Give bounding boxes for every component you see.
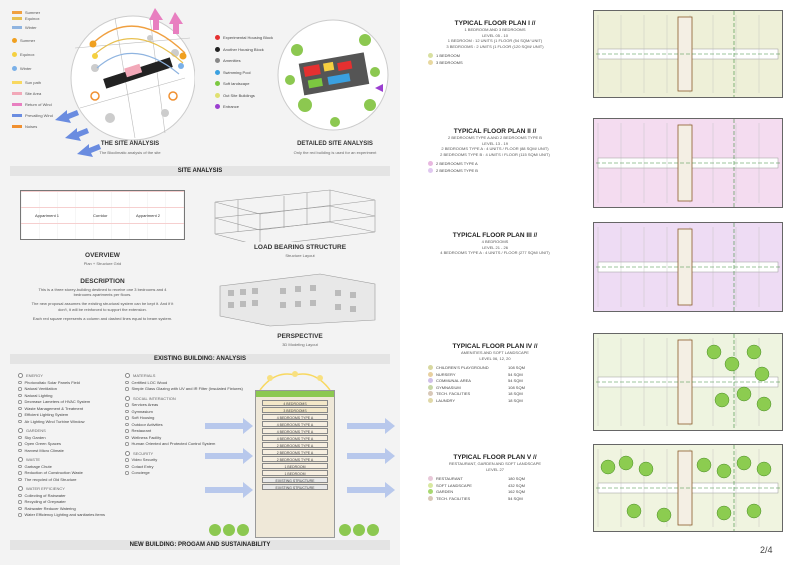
category-icon [18, 428, 23, 433]
plan-legend-value: 54 SQM [508, 495, 523, 501]
item-label: Sky Garden [24, 434, 46, 440]
plan-legend-label: TECH. FACILITIES [436, 391, 471, 396]
item-label: Restaurant [131, 428, 152, 433]
load-subtitle: Structure Layout [285, 253, 315, 258]
plan-detail: LEVEL 13 - 19 [482, 140, 508, 146]
item-label: Video Security [131, 457, 158, 462]
site-analysis-subtitle: The Bioclimatic analysis of the site [99, 150, 161, 155]
plan-detail: 1 BEDROOM : 12 UNITS (1 FLOOR (54 SQM/ UNIT) [447, 38, 543, 43]
legend-dot [428, 372, 433, 377]
item-label: Services Areas [131, 402, 159, 407]
tower-floor: 1 BEDROOM [262, 463, 328, 469]
load-title: LOAD BEARING STRUCTURE [253, 244, 347, 251]
legend-label: Prevailing Wind [25, 113, 53, 118]
category-icon [125, 396, 130, 401]
item-label: Open Green Spaces [24, 441, 61, 446]
plan-detail: LEVEL 21 - 26 [482, 244, 508, 250]
plan-legend-label: CHILDREN'S PLAYGROUND [436, 365, 489, 370]
tower-floor: 3 BEDROOMS [262, 407, 328, 413]
item-icon [18, 449, 22, 453]
item-icon [125, 403, 129, 407]
legend-dot [215, 58, 220, 63]
site-legend-item-4 [215, 78, 273, 90]
legend-misc-0 [12, 80, 41, 85]
legend-label: Winter [20, 66, 32, 71]
site-legend-label: Out Site Buildings [223, 92, 255, 98]
plan-legend-value: 54 SQM [508, 371, 523, 377]
description-body [30, 287, 175, 321]
legend-misc-3 [12, 113, 53, 118]
legend-dot [428, 476, 433, 481]
band-new-building: NEW BUILDING: PROGAM AND SUSTAINABILITY [10, 540, 390, 550]
overview-title: OVERVIEW [85, 252, 120, 259]
plan-legend-value: 18 SQM [508, 397, 523, 403]
plan-detail: AMENITIES AND SOFT LANDSCAPE [461, 350, 529, 355]
item-icon [18, 478, 22, 482]
structure-wireframe [210, 182, 380, 242]
floor-plan-drawing-3 [593, 222, 783, 312]
item-icon [18, 413, 22, 417]
sun-icon [12, 52, 17, 57]
plan-title: TYPICAL FLOOR PLAN V // [453, 454, 537, 461]
plan-legend-label: LAUNDRY [436, 397, 456, 403]
band-site-analysis: SITE ANALYSIS [10, 166, 390, 176]
plan-legend-item [428, 496, 580, 503]
plan-legend-value: 108 SQM [508, 384, 525, 390]
plan-legend [428, 161, 580, 174]
perspective-render [210, 268, 380, 328]
site-legend-item-6 [215, 101, 273, 113]
tower-floor: 4 BEDROOMS TYPE A [262, 435, 328, 441]
site-legend-item-3 [215, 67, 273, 79]
floor-plan-drawing-4 [593, 333, 783, 431]
legend-dot-0 [12, 38, 35, 43]
plan-legend-value: 108 SQM [508, 365, 525, 370]
legend-dot [428, 496, 433, 501]
legend-dot [428, 385, 433, 390]
item-icon [18, 407, 22, 411]
legend-dot [428, 391, 433, 396]
item-icon [125, 429, 129, 433]
item-icon [125, 471, 129, 475]
category-label: ENERGY [26, 373, 43, 378]
plan-legend-label: 2 BEDROOMS TYPE A [436, 161, 478, 166]
page-number: 2/4 [760, 545, 773, 555]
plan-legend-item [428, 168, 580, 175]
category-icon [18, 373, 23, 378]
legend-dot [428, 53, 433, 58]
category-label: WATER EFFICIENCY [26, 486, 65, 491]
legend-swatch [12, 17, 22, 20]
plan-legend-label: 2 BEDROOMS TYPE B [436, 167, 478, 173]
plan-legend-item [428, 398, 580, 405]
plan-text-3 [410, 232, 580, 256]
plan-title: TYPICAL FLOOR PLAN IV // [452, 343, 538, 350]
plan-legend-label: 1 BEDROOM [436, 53, 461, 58]
description-para-1: This is a three storey-building destined to receive one 3 bedrooms and 4 bedrooms apartments per floors. [38, 287, 167, 298]
item-label: Garbage Chute [24, 463, 52, 469]
plan-detail: LEVEL 06, 12, 20 [479, 355, 511, 361]
site-legend [215, 32, 273, 113]
site-legend-label: Swimming Pool [223, 69, 251, 75]
legend-dot [428, 365, 433, 370]
item-icon [125, 416, 129, 420]
site-legend-label: Amenities [223, 58, 241, 63]
plan-detail: RESTAURANT, GARDEN AND SOFT LANDSCAPE [448, 461, 542, 466]
category-icon [125, 451, 130, 456]
energy-col-item [18, 419, 108, 426]
plan-legend-label: GARDEN [436, 489, 454, 494]
category-icon [18, 457, 23, 462]
plan-legend-label: SOFT LANDSCAPE [436, 482, 472, 488]
plan-legend-label: TECH. FACILITIES [436, 495, 471, 501]
tower-floor: EXISTING STRUCTURE [262, 484, 328, 490]
social-col-item [125, 470, 215, 477]
plan-title: TYPICAL FLOOR PLAN III // [452, 232, 538, 239]
plan-text-2 [410, 128, 580, 174]
legend-label: Return of Wind [25, 102, 52, 107]
legend-swatch [12, 114, 22, 117]
item-icon [18, 494, 22, 498]
item-icon [18, 513, 22, 517]
item-label: Gymnasium [131, 408, 153, 414]
tower-floor: 4 BEDROOMS TYPE A [262, 428, 328, 434]
legend-dot [428, 168, 433, 173]
item-label: Rainwater Reducer Watering [24, 505, 76, 511]
plan-legend-value: 162 SQM [508, 489, 525, 494]
item-icon [18, 394, 22, 398]
item-label: Collecting of Rainwater [24, 492, 66, 498]
legend-misc-4 [12, 124, 37, 129]
tower-floor: 2 BEDROOMS TYPE A [262, 449, 328, 455]
item-icon [125, 387, 129, 391]
plan-legend-label: 3 BEDROOMS [436, 59, 463, 65]
band-existing-building: EXISTING BUILDING: ANALYSIS [10, 354, 390, 364]
legend-label: Winter [25, 25, 37, 30]
sustainability-col-2 [125, 370, 243, 477]
legend-dot-2 [12, 66, 32, 71]
legend-swatch [12, 81, 22, 84]
sun-icon [12, 38, 17, 43]
wind-arrows [205, 415, 395, 515]
item-label: Natural Ventilation [24, 386, 57, 391]
category-icon [18, 486, 23, 491]
plan-legend-item [428, 60, 580, 67]
category-label: MATERIALS [133, 373, 156, 378]
detailed-subtitle: Only the red building is used for an experiment [293, 150, 377, 155]
plan-text-5 [410, 454, 580, 502]
legend-dot-1 [12, 52, 34, 57]
plan-detail: 3 BEDROOMS : 2 UNITS (1 FLOOR (120 SQM/ UNIT) [446, 43, 544, 49]
item-label: Concierge [131, 470, 150, 475]
item-icon [18, 400, 22, 404]
item-label: Water Efficiency Lighting and sanitaries items [24, 512, 105, 517]
legend-label: Site Area [25, 91, 42, 96]
legend-dot [428, 60, 433, 65]
plan-detail: 2 BEDROOMS TYPE B : 4 UNITS / FLOOR (115 SQM/ UNIT) [440, 151, 550, 157]
item-label: Efficient Lighting System [24, 412, 69, 417]
floor-plan-drawing-1 [593, 10, 783, 98]
sun-icon [12, 66, 17, 71]
legend-dot [428, 398, 433, 403]
plan-text-4 [410, 343, 580, 404]
item-icon [125, 458, 129, 462]
tower-floor: EXISTING STRUCTURE [262, 477, 328, 483]
legend-dot [215, 70, 220, 75]
tower-floor: 4 BEDROOMS TYPE A [262, 421, 328, 427]
item-icon [18, 507, 22, 511]
social-col-item [125, 386, 243, 393]
perspective-subtitle: 3D Modeling Layout [282, 342, 318, 347]
plan-legend [428, 53, 580, 66]
legend-dot [215, 35, 220, 40]
plan-detail: 4 BEDROOMS TYPE A : 4 UNITS / FLOOR (277 SQM/ UNIT) [440, 250, 550, 255]
item-label: Certified LOC Wood [131, 379, 168, 385]
item-label: Simple Glass Glazing with UV and IR Filter (Insulated Fixtures) [131, 386, 243, 391]
floor-plan-drawing-2 [593, 118, 783, 208]
legend-swatch [12, 26, 22, 29]
legend-swatch [12, 92, 22, 95]
category-icon [125, 373, 130, 378]
floor-plan-drawing-5 [593, 444, 783, 532]
category-label: GARDENS [26, 428, 46, 433]
item-icon [18, 471, 22, 475]
item-icon [125, 410, 129, 414]
plan-legend-label: NURSERY [436, 371, 456, 377]
detailed-title: DETAILED SITE ANALYSIS [297, 141, 373, 147]
energy-col-item [18, 477, 108, 484]
legend-dot [428, 378, 433, 383]
category-label: WASTE [26, 457, 41, 462]
tower-floor: 1 BEDROOM [262, 470, 328, 476]
plan-linework [594, 223, 782, 311]
site-legend-label: Soft landscape [223, 81, 250, 86]
plan-legend-label: COMMUNAL AREA [436, 378, 471, 383]
plan-legend-value: 432 SQM [508, 482, 525, 488]
overview-label-2: Corridor [93, 213, 108, 218]
legend-swatch [12, 11, 22, 14]
item-icon [18, 442, 22, 446]
plan-linework [594, 334, 782, 430]
item-label: Reduction of Construction Waste [24, 470, 83, 475]
plan-legend-label: RESTAURANT [436, 476, 463, 481]
item-label: Soft Housing [131, 415, 155, 420]
description-title: DESCRIPTION [80, 278, 125, 285]
item-icon [125, 442, 129, 446]
tower-floor: 4 BEDROOMS [262, 400, 328, 406]
plan-detail: LEVEL 05 - 10 [482, 32, 508, 38]
legend-label: Noises [25, 124, 38, 129]
energy-col-item [18, 512, 108, 519]
plan-detail: 2 BEDROOMS TYPE A : 4 UNITS / FLOOR (88 SQM/ UNIT) [441, 146, 549, 151]
item-label: Waste Management & Treatment [24, 405, 84, 411]
legend-dot [428, 489, 433, 494]
item-label: Wellness Facility [131, 434, 162, 440]
item-icon [125, 465, 129, 469]
plan-legend-label: GYMNASIUM [436, 384, 461, 390]
item-icon [18, 465, 22, 469]
legend-swatch [12, 125, 22, 128]
legend-label: Sun path [25, 80, 42, 85]
legend-swatch [12, 103, 22, 106]
plan-text-1 [410, 20, 580, 66]
item-label: Decrease Lameters of HVAC System [24, 399, 91, 404]
item-label: Photovoltaic Solar Panels Field [24, 379, 80, 385]
item-label: Cotact Entry [131, 463, 154, 469]
overview-plan [20, 190, 185, 240]
legend-dot [215, 47, 220, 52]
item-icon [125, 423, 129, 427]
item-icon [125, 436, 129, 440]
tower-floor: 2 BEDROOMS TYPE A [262, 456, 328, 462]
tower-floor: 4 BEDROOMS TYPE A [262, 414, 328, 420]
plan-detail: LEVEL 27 [486, 466, 504, 472]
item-icon [18, 420, 22, 424]
overview-label-3: Appartment 2 [136, 213, 161, 218]
legend-dot [215, 104, 220, 109]
site-map [55, 8, 195, 163]
site-analysis-title: THE SITE ANALYSIS [100, 141, 160, 147]
legend-misc-1 [12, 91, 41, 96]
tower-sun [255, 370, 335, 392]
plan-legend-value: 54 SQM [508, 378, 523, 383]
site-legend-label: Experimental Housing Block [223, 35, 274, 40]
item-label: Natural Lighting [24, 392, 53, 398]
site-legend-label: Another Housing Block [223, 46, 264, 52]
overview-label-1: Appartment 1 [35, 213, 60, 218]
site-legend-item-2 [215, 55, 273, 67]
item-label: Human Oriented and Protected Control System [131, 441, 216, 446]
legend-label: Summer [20, 38, 36, 43]
plan-title: TYPICAL FLOOR PLAN II // [453, 128, 537, 135]
tower-trees [205, 522, 385, 536]
social-col-item [125, 441, 215, 448]
legend-label: Summer [25, 10, 41, 15]
plan-linework [594, 119, 782, 207]
item-icon [18, 387, 22, 391]
item-label: Recycling of Greywater [24, 499, 66, 504]
plan-legend-value: 180 SQM [508, 476, 525, 481]
item-label: The recycled of Old Structure [24, 476, 77, 482]
item-label: Air Lighting Wind Turbine Window [24, 418, 85, 424]
legend-label: Equinox [20, 52, 35, 57]
legend-line-2 [12, 25, 37, 30]
legend-dot [215, 93, 220, 98]
site-legend-item-5 [215, 90, 273, 102]
overview-subtitle: Plan + Structure Grid [83, 261, 122, 266]
site-legend-item-1 [215, 44, 273, 56]
plan-detail: 4 BEDROOMS [481, 239, 509, 244]
legend-dot [428, 483, 433, 488]
legend-misc-2 [12, 102, 52, 107]
item-label: Harvest Micro Climate [24, 447, 64, 453]
item-icon [18, 436, 22, 440]
plan-linework [594, 445, 782, 531]
category-label: SECURITY [133, 450, 154, 456]
plan-legend-value: 18 SQM [508, 391, 523, 396]
perspective-title: PERSPECTIVE [277, 333, 323, 340]
plan-title: TYPICAL FLOOR PLAN I // [454, 20, 536, 27]
plan-linework [594, 11, 782, 97]
legend-dot [215, 81, 220, 86]
plan-detail: 2 BEDROOMS TYPE A AND 2 BEDROOMS TYPE B [448, 135, 542, 140]
description-para-3: Each red square represents a column and dashed lines equal to beam system. [32, 315, 173, 321]
item-label: Outdoor Activities [131, 421, 163, 427]
site-legend-item-0 [215, 32, 273, 44]
tower-floor: 2 BEDROOMS TYPE A [262, 442, 328, 448]
description-para-2: The new proposal assumes the existing structural system can be kept it. And if it don't, it will be reinforced to support the extension. [31, 301, 174, 312]
item-icon [125, 381, 129, 385]
legend-line-0 [12, 10, 40, 15]
detailed-site-map [275, 10, 390, 140]
plan-legend [428, 476, 580, 502]
plan-detail: 1 BEDROOM AND 3 BEDROOMS [464, 27, 526, 32]
site-legend-label: Entrance [223, 104, 240, 109]
sustainability-col-1 [18, 370, 108, 519]
item-icon [18, 500, 22, 504]
plan-legend [428, 365, 580, 404]
item-icon [18, 381, 22, 385]
energy-col-item [18, 448, 108, 455]
legend-dot [428, 161, 433, 166]
legend-line-1 [12, 16, 39, 21]
category-label: SOCIAL INTERACTION [133, 395, 176, 401]
legend-label: Equinox [25, 16, 40, 21]
